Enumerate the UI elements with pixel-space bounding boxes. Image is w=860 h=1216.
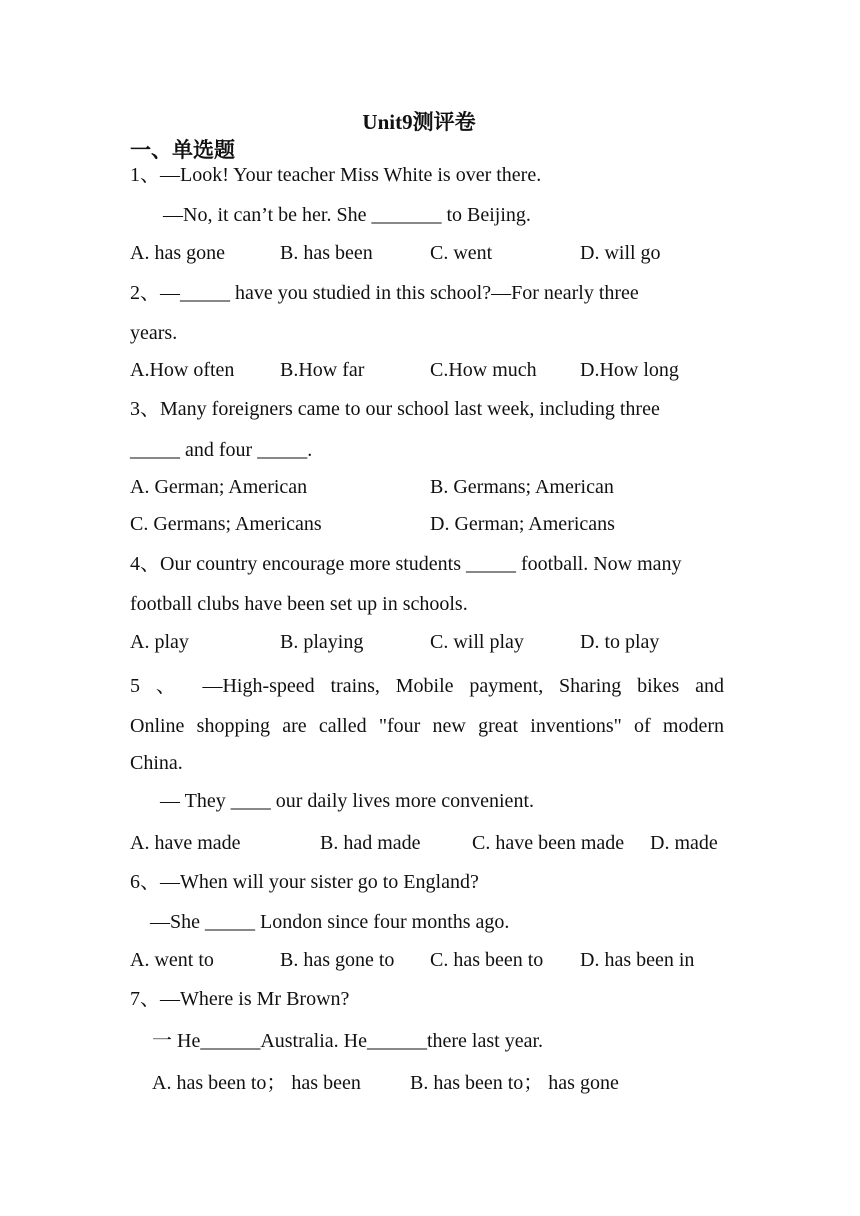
question-4-option-a: A. play	[130, 631, 189, 653]
question-3-option-a: A. German; American	[130, 476, 308, 498]
question-2-prompt-cont: years.	[130, 322, 178, 344]
question-1-option-a: A. has gone	[130, 242, 225, 264]
question-4-prompt-cont: football clubs have been set up in schools.	[130, 593, 468, 615]
question-1-option-b: B. has been	[280, 242, 373, 264]
question-3-option-d: D. German; Americans	[430, 513, 615, 535]
question-4-option-d: D. to play	[580, 631, 660, 653]
question-6-option-a: A. went to	[130, 949, 214, 971]
question-3-option-c: C. Germans; Americans	[130, 513, 322, 535]
question-4-option-c: C. will play	[430, 631, 524, 653]
question-6-option-c: C. has been to	[430, 949, 544, 971]
question-6-option-d: D. has been in	[580, 949, 695, 971]
question-3-prompt: 3、Many foreigners came to our school last week, including three	[130, 398, 660, 420]
question-6-reply: —She _____ London since four months ago.	[150, 911, 510, 933]
question-1-option-c: C. went	[430, 242, 493, 264]
question-3-option-b: B. Germans; American	[430, 476, 614, 498]
question-3-prompt-cont: _____ and four _____.	[130, 439, 313, 461]
question-6-prompt: 6、—When will your sister go to England?	[130, 871, 479, 893]
question-7-reply: 一 He______Australia. He______there last year.	[152, 1030, 544, 1052]
question-2-option-b: B.How far	[280, 359, 365, 381]
section-heading: 一、单选题	[130, 138, 235, 162]
question-1-option-d: D. will go	[580, 242, 661, 264]
question-5-prompt-end: China.	[130, 752, 183, 774]
question-5-option-a: A. have made	[130, 832, 241, 854]
question-6-option-b: B. has gone to	[280, 949, 395, 971]
question-5-prompt: 5 、 —High-speed trains, Mobile payment, Sharing bikes and	[130, 675, 724, 697]
question-7-option-b: B. has been to； has gone	[410, 1072, 619, 1094]
question-5-option-b: B. had made	[320, 832, 421, 854]
question-2-option-d: D.How long	[580, 359, 679, 381]
question-1-prompt: 1、—Look! Your teacher Miss White is over there.	[130, 164, 542, 186]
question-2-option-a: A.How often	[130, 359, 235, 381]
question-5-prompt-cont: Online shopping are called "four new great inventions" of modern	[130, 715, 724, 737]
question-7-option-a: A. has been to； has been	[152, 1072, 361, 1094]
question-1-reply: —No, it can’t be her. She _______ to Beijing.	[163, 204, 531, 226]
page-title: Unit9测评卷	[362, 110, 476, 134]
question-5-option-c: C. have been made	[472, 832, 625, 854]
question-2-option-c: C.How much	[430, 359, 537, 381]
question-2-prompt: 2、—_____ have you studied in this school?—For nearly three	[130, 282, 639, 304]
question-5-reply: — They ____ our daily lives more convenient.	[160, 790, 534, 812]
question-5-option-d: D. made	[650, 832, 718, 854]
question-4-prompt: 4、Our country encourage more students _____ football. Now many	[130, 553, 682, 575]
question-4-option-b: B. playing	[280, 631, 364, 653]
question-7-prompt: 7、—Where is Mr Brown?	[130, 988, 350, 1010]
